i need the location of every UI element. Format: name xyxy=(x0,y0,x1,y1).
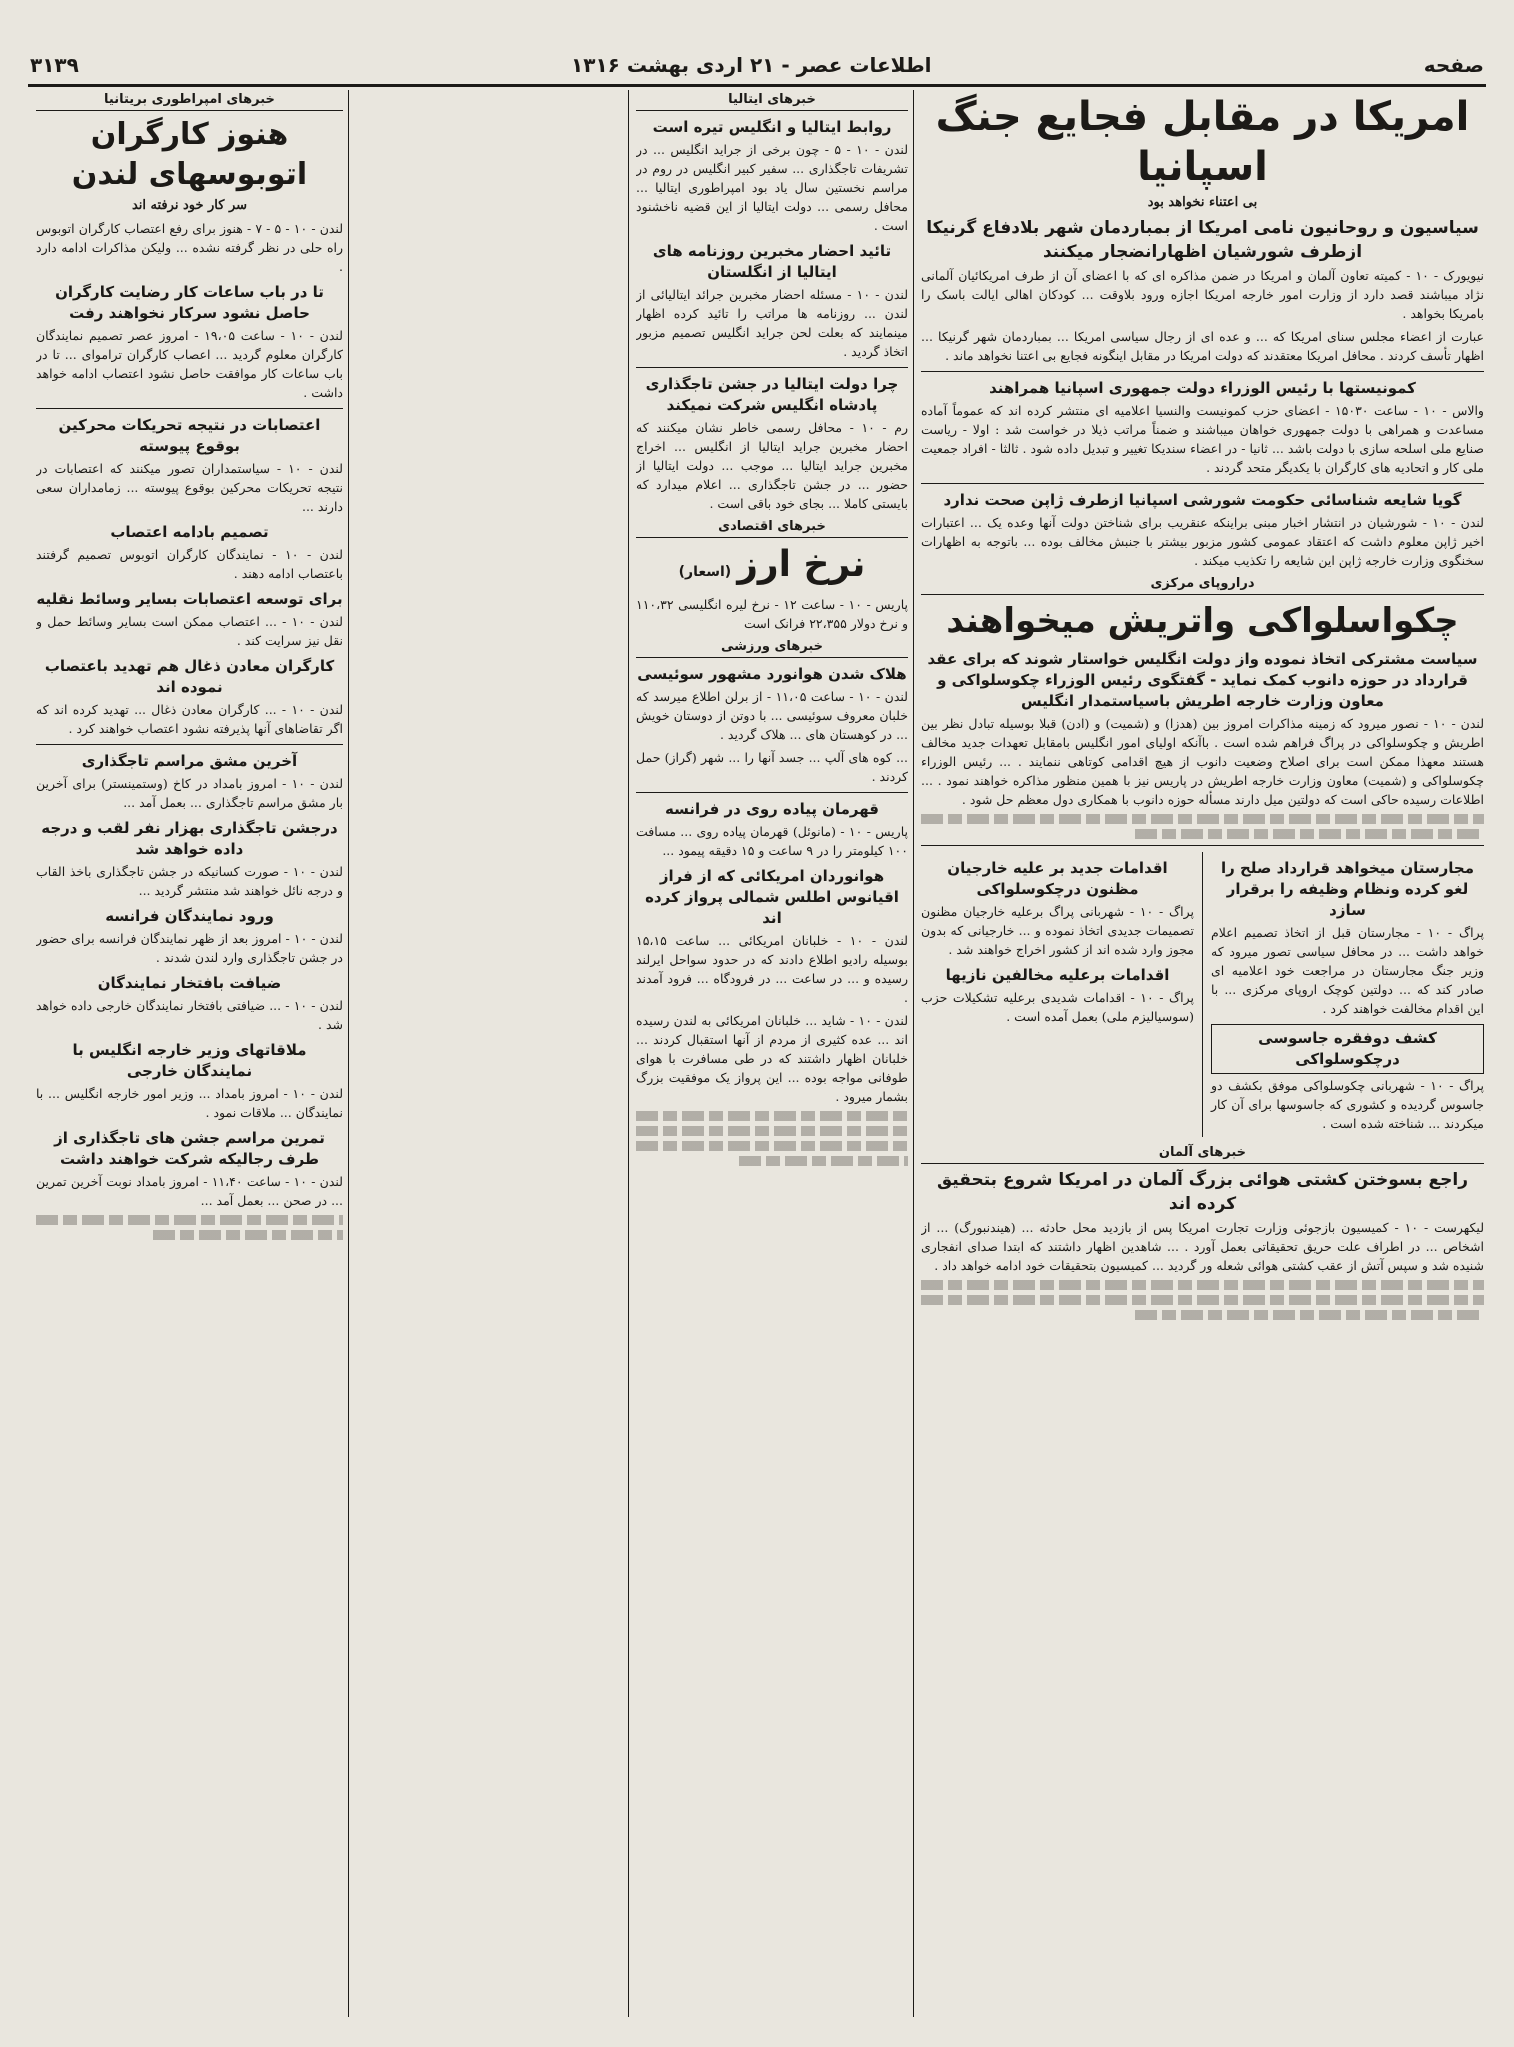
column-divider xyxy=(1202,852,1203,1137)
text-line-filler xyxy=(153,1230,343,1240)
article-body: پراگ - ۱۰ - شهربانی چکوسلواکی موفق بکشف دو جاسوس گردیده و کشوری که جاسوسها برای آن کار میکردند ... شناخته شده است . xyxy=(1211,1078,1484,1131)
headline-bus-strike: هنوز کارگران اتوبوسهای لندن xyxy=(71,117,308,192)
headline-swiss-pilot: هلاک شدن هوانورد مشهور سوئیسی xyxy=(637,665,907,683)
headline-banquet: ضیافت بافتخار نمایندگان xyxy=(97,974,282,992)
section-kicker-britain: خبرهای امپراطوری بریتانیا xyxy=(36,90,343,111)
headline-spain: امریکا در مقابل فجایع جنگ اسپانیا xyxy=(935,94,1470,190)
article-body: لندن - ۱۰ - امروز بامداد در کاخ (وستمینستر) برای آخرین بار مشق مراسم تاجگذاری ... بعمل آمد ... xyxy=(36,776,343,810)
headline-foreign-secretary: ملاقاتهای وزیر خارجه انگلیس با نمایندگان خارجی xyxy=(72,1041,307,1080)
divider xyxy=(636,367,908,368)
headline-coronation-italy: چرا دولت ایتالیا در جشن تاجگذاری پادشاه انگلیس شرکت نمیکند xyxy=(645,375,899,414)
article-body: پراگ - ۱۰ - شهربانی پراگ برعلیه خارجیان مظنون تصمیمات جدیدی اتخاذ نموده و ... خارجیانی که بدون مجوز وارد شده اند از کشور اخراج خواهند شد . xyxy=(921,904,1194,957)
column-divider xyxy=(628,90,629,2017)
article-body: لندن - ۱۰ - سیاستمداران تصور میکنند که اعتصابات در نتیجه تحریکات محرکین بوقوع پیوسته ... زمامداران سعی دارند ... xyxy=(36,461,343,514)
text-line-filler xyxy=(36,1215,343,1225)
column-british-empire xyxy=(36,90,343,2027)
headline-italy-relations: روابط ایتالیا و انگلیس تیره است xyxy=(652,118,892,136)
text-line-filler xyxy=(921,814,1484,824)
article-body: لندن - ۱۰ - ... ضیافتی بافتخار نمایندگان خارجی داده خواهد شد . xyxy=(36,998,343,1032)
article-body: لندن - ۱۰ - ... کارگران معادن ذغال ... تهدید کرده اند که اگر تقاضاهای آنها پذیرفته نشود اعتصاب خواهند کرد . xyxy=(36,702,343,736)
exchange-rates-title: نرخ ارز xyxy=(737,544,866,585)
article-body: لندن - ۱۰ - صورت کسانیکه در جشن تاجگذاری باخذ القاب و درجه نائل خواهند شد منتشر گردید ... xyxy=(36,864,343,898)
article-body: پراگ - ۱۰ - مجارستان قبل از اتخاذ تصمیم اعلام خواهد داشت ... در محافل سیاسی تصور میرود که وزیر جنگ مجارستان در مراجعت خود اعلامیه ای صادر کند که ... دولتین کوچک اروپای مرکزی ... با این اقدام مخالفت خواهند کرد . xyxy=(1211,925,1484,1016)
section-kicker-italy: خبرهای ایتالیا xyxy=(636,90,908,111)
deck-spain: سیاسیون و روحانیون نامی امریکا از بمباردمان شهر بلادفاع گرنیکا ازطرف شورشیان اظهارانضجار میکنند xyxy=(926,218,1479,262)
headline-communists: کمونیستها با رئیس الوزراء دولت جمهوری اسپانیا همراهند xyxy=(989,379,1416,397)
column-spain-central-europe xyxy=(921,90,1484,2027)
article-body: والاس - ۱۰ - ساعت ۱۵۰۳۰ - اعضای حزب کمونیست والنسیا اعلامیه ای منتشر کرده اند که عموماً آماده مساعدت و همراهی با دولت جمهوری خواهان میباشند و ضمناً مراتب ذیلا در خواست شد : اولا - ریاست صنایع ملی اسلحه سازی با دولت باشد ... ثانیا - در اعضاء سندیکا تغییر و تبدیل داده شود . ثالثا - افراد جمعیت ملی کار و اتحادیه های کارگران با یکدیگر متحد گردند . xyxy=(921,403,1484,475)
article-body: لندن - ۱۰ - ۵ - ۷ - هنوز برای رفع اعتصاب کارگران اتوبوس راه حلی در نظر گرفته نشده ... ولیکن مذاکرات ادامه دارد . xyxy=(36,221,343,274)
column-divider xyxy=(348,90,349,2017)
headline-french-delegates: ورود نمایندگان فرانسه xyxy=(105,907,274,925)
divider xyxy=(636,792,908,793)
two-column-block xyxy=(921,852,1484,1137)
headline-walking-champion: قهرمان پیاده روی در فرانسه xyxy=(665,800,879,818)
headline-hungary: مجارستان میخواهد قرارداد صلح را لغو کرده ونظام وظیفه را برقرار سازد xyxy=(1220,859,1475,919)
headline-refugees: اقدامات جدید بر علیه خارجیان مظنون درچکوسلواکی xyxy=(947,859,1168,898)
headline-coronation-rehearsal: تمرین مراسم جشن های تاجگذاری از طرف رجالیکه شرکت خواهند داشت xyxy=(54,1129,325,1168)
headline-japan: گویا شایعه شناسائی حکومت شورشی اسپانیا ازطرف ژاپن صحت ندارد xyxy=(943,491,1462,509)
headline-airship: راجع بسوختن کشتی هوائی بزرگ آلمان در امریکا شروع بتحقیق کرده اند xyxy=(936,1170,1469,1214)
section-kicker-central-europe: دراروپای مرکزی xyxy=(921,574,1484,595)
subcolumn-hungary xyxy=(1211,852,1484,1137)
article-body: لندن - ۱۰ - ... اعتصاب ممکن است بسایر وسائط حمل و نقل نیز سرایت کند . xyxy=(36,614,343,648)
article-body: لندن - ۱۰ - ساعت ۱۱،۰۵ - از برلن اطلاع میرسد که خلبان معروف سوئیسی ... با دوتن از دوستان خویش ... در کوهستان های ... هلاک گردید . xyxy=(636,689,908,742)
article-body: لندن - ۱۰ - شورشیان در انتشار اخبار مبنی براینکه عنقریب برای شناختن دولت آنها وعده یک ... اعتبارات اخیر ژاپن معلوم داشت که اعتقاد عمومی کشور مزبور بیشتر با جنبش مخالف بوده ... باتوجه به اظهارات سخنگوی وزارت خارجه ژاپن این شایعه را تکذیب میکند . xyxy=(921,515,1484,568)
headline-atlantic-flight: هوانوردان امریکائی که از فراز اقیانوس اطلس شمالی پرواز کرده اند xyxy=(645,867,899,927)
text-line-filler xyxy=(636,1111,908,1121)
text-line-filler xyxy=(739,1156,908,1166)
section-kicker-sports: خبرهای ورزشی xyxy=(636,637,908,658)
article-body: ... کوه های آلپ ... جسد آنها را ... شهر (گراز) حمل کردند . xyxy=(636,750,908,784)
text-line-filler xyxy=(1135,829,1484,839)
divider xyxy=(921,371,1484,372)
headline-continue-strike: تصمیم بادامه اعتصاب xyxy=(110,523,269,541)
headline-workers-hours: تا در باب ساعات کار رضایت کارگران حاصل نشود سرکار نخواهند رفت xyxy=(55,283,324,322)
article-body: پراگ - ۱۰ - اقدامات شدیدی برعلیه تشکیلات حزب (سوسیالیزم ملی) بعمل آمده است . xyxy=(921,990,1194,1024)
article-body: لندن - ۱۰ - خلبانان امریکائی ... ساعت ۱۵،۱۵ بوسیله رادیو اطلاع دادند که در حدود سواحل ایرلند رسیده و ... در ساعت ... در فرودگاه ... فرود آمدند . xyxy=(636,933,908,1005)
article-body: لندن - ۱۰ - نمایندگان کارگران اتوبوس تصمیم گرفتند باعتصاب ادامه دهند . xyxy=(36,547,343,581)
headline-czech-austria: چکواسلواکی واتریش میخواهند xyxy=(946,601,1459,641)
headline-last-rehearsal: آخرین مشق مراسم تاجگذاری xyxy=(81,752,298,770)
article-body: رم - ۱۰ - محافل رسمی خاطر نشان میکنند که احضار مخبرین جراید ایتالیا از انگلیس ... اخراج مخبرین جراید ایتالیا ... موجب ... دولت ایتالیا از حضور ... در جشن تاجگذاری ... اعلام میدارد که بایستی کاملا ... بجای خود باقی است . xyxy=(636,420,908,511)
text-line-filler xyxy=(636,1141,908,1151)
article-body: لندن - ۱۰ - مسئله احضار مخبرین جرائد ایتالیائی از لندن ... روزنامه ها مراتب را تائید کرده اظهار مینمایند که بعلت لحن جراید انگلیس تصمیم مزبور اتخاذ گردید . xyxy=(636,287,908,359)
article-body: لندن - ۱۰ - شاید ... خلبانان امریکائی به لندن رسیده اند ... عده کثیری از مردم از آنها استقبال کردند ... خلبانان اظهار داشتند که در طی مسافرت با هوای طوفانی مواجه بوده ... این پرواز یک موفقیت بزرگ بشمار میرود . xyxy=(636,1013,908,1104)
article-body: نیویورک - ۱۰ - کمیته تعاون آلمان و امریکا در ضمن مذاکره ای که با اعضای آن از طرف امریکائیان آلمانی نژاد میباشند قصد دارد از وزارت امور خارجه امریکا اجازه ورود بلاوقت ... کودکان اهالی ایالت باسک را بامریکا بخواهد . xyxy=(921,268,1484,321)
paper-date: اطلاعات عصر - ۲۱ اردی بهشت ۱۳۱۶ xyxy=(571,53,932,77)
text-line-filler xyxy=(636,1126,908,1136)
page-label: صفحه xyxy=(1423,53,1484,77)
section-kicker-economy: خبرهای اقتصادی xyxy=(636,517,908,538)
section-kicker-germany: خبرهای آلمان xyxy=(921,1143,1484,1164)
headline-honours: درجشن تاجگذاری بهزار نفر لقب و درجه داده خواهد شد xyxy=(41,819,338,858)
article-body: لندن - ۱۰ - ۵ - چون برخی از جراید انگلیس ... در تشریفات تاجگذاری ... سفیر کبیر انگلیس در روم در مراسم نخستین سال یاد بود امپراطوری ایتالیا ... محافل رسمی ... دولت ایتالیا از این قضیه ناخشنود است . xyxy=(636,142,908,233)
article-body: لندن - ۱۰ - امروز بعد از ظهر نمایندگان فرانسه برای حضور در جشن تاجگذاری وارد لندن شدند . xyxy=(36,931,343,965)
article-body: لندن - ۱۰ - ساعت ۱۹،۰۵ - امروز عصر تصمیم نمایندگان کارگران معلوم گردید ... اعصاب کارگران تراموای ... تا در باب ساعات کار موافقت حاصل نشود اعتصاب ادامه خواهد داشت . xyxy=(36,328,343,400)
subline-bus-strike: سر کار خود نرفته اند xyxy=(131,198,248,213)
subline-spain: بی اعتناء نخواهد بود xyxy=(1147,195,1258,210)
column-italy-economy-sports xyxy=(636,90,908,2027)
article-body: لیکهرست - ۱۰ - کمیسیون بازجوئی وزارت تجارت امریکا پس از بازدید محل حادثه ... (هیندنبورگ) ... از اشخاص ... در اطراف علت حریق تحقیقاتی بعمل آورد . ... شاهدین اظهار داشتند که ابتدا صدای انفجاری شنیده شد و سپس آتش از عقب کشتی هوائی شعله ور گردید ... کمیسیون بتحقیقات خود ادامه خواهد داد . xyxy=(921,1220,1484,1273)
article-body: لندن - ۱۰ - نصور میرود که زمینه مذاکرات امروز بین (هدزا) و (شمیت) و (ادن) قبلا بوسیله تبادل نظر بین اطریش و چکوسلواکی در پراگ فراهم شده است . باآنکه اولیای امور انگلیس بامقابل تعهدات جدید مخالف هستند معهذا ممکن است برای اصلاح وضعیت دانوب از هیچ اقدامی کوتاهی ننمایند . ... رئیس الوزراء چکوسلواکی و (شمیت) معاون وزارت خارجه اطریش در پاریس نیز با همین منظور مذاکره خواهند نمود . ... اطلاعات رسیده حاکی است که دولتین میل دارند مسأله حوزه دانوب با همکاری دول معظم حل شود . xyxy=(921,716,1484,807)
masthead-rule xyxy=(28,84,1486,87)
headline-measures: اقدامات برعلیه مخالفین نازیها xyxy=(945,966,1170,984)
text-line-filler xyxy=(921,1280,1484,1290)
headline-spy: کشف دوفقره جاسوسی درچکوسلواکی xyxy=(1211,1024,1484,1074)
article-body: لندن - ۱۰ - امروز بامداد ... وزیر امور خارجه انگلیس ... با نمایندگان ... ملاقات نمود . xyxy=(36,1086,343,1120)
deck-czech-austria: سیاست مشترکی اتخاذ نموده واز دولت انگلیس خواستار شوند که برای عقد قرارداد در حوزه دانوب کمک نماید - گفتگوی رئیس الوزراء چکوسلواکی و معاون وزارت خارجه اطریش باسیاستمدار انگلیس xyxy=(927,650,1478,710)
divider xyxy=(36,744,343,745)
subcolumn-refugees xyxy=(921,852,1194,1137)
article-body: عبارت از اعضاء مجلس سنای امریکا که ... و عده ای از رجال سیاسی امریکا ... بمباردمان شهر گرنیکا ... اظهار تأسف کردند . محافل امریکا معتقدند که دولت امریکا در مقابل اینگونه فجایع بی اعتنا نخواهد ماند . xyxy=(921,329,1484,363)
column-divider xyxy=(913,90,914,2017)
text-line-filler xyxy=(1135,1310,1484,1320)
headline-transport: برای توسعه اعتصابات بسایر وسائط نقلیه xyxy=(36,590,343,608)
divider xyxy=(921,845,1484,846)
headline-exchange-rates xyxy=(636,542,908,595)
exchange-rates-subtitle: (اسعار) xyxy=(678,564,732,580)
headline-strikes-agitators: اعتصابات در نتیجه تحریکات محرکین بوقوع پیوسته xyxy=(58,416,321,455)
article-body: لندن - ۱۰ - ساعت ۱۱،۴۰ - امروز بامداد نوبت آخرین تمرین ... در صحن ... بعمل آمد ... xyxy=(36,1174,343,1208)
issue-number: ۳۱۳۹ xyxy=(30,53,79,77)
divider xyxy=(921,483,1484,484)
article-body: پاریس - ۱۰ - (مانوئل) قهرمان پیاده روی ... مسافت ۱۰۰ کیلومتر را در ۹ ساعت و ۱۵ دقیقه پیمود ... xyxy=(636,824,908,858)
masthead xyxy=(30,50,1484,80)
text-line-filler xyxy=(921,1295,1484,1305)
exchange-rates-body: پاریس - ۱۰ - ساعت ۱۲ - نرخ لیره انگلیسی ۱۱۰،۳۲ و نرخ دولار ۲۲،۳۵۵ فرانک است xyxy=(636,597,908,631)
divider xyxy=(36,408,343,409)
headline-coal-miners: کارگران معادن ذغال هم تهدید باعتصاب نموده اند xyxy=(44,657,335,696)
headline-reporters: تائید احضار مخبرین روزنامه های ایتالیا از انگلستان xyxy=(652,242,892,281)
